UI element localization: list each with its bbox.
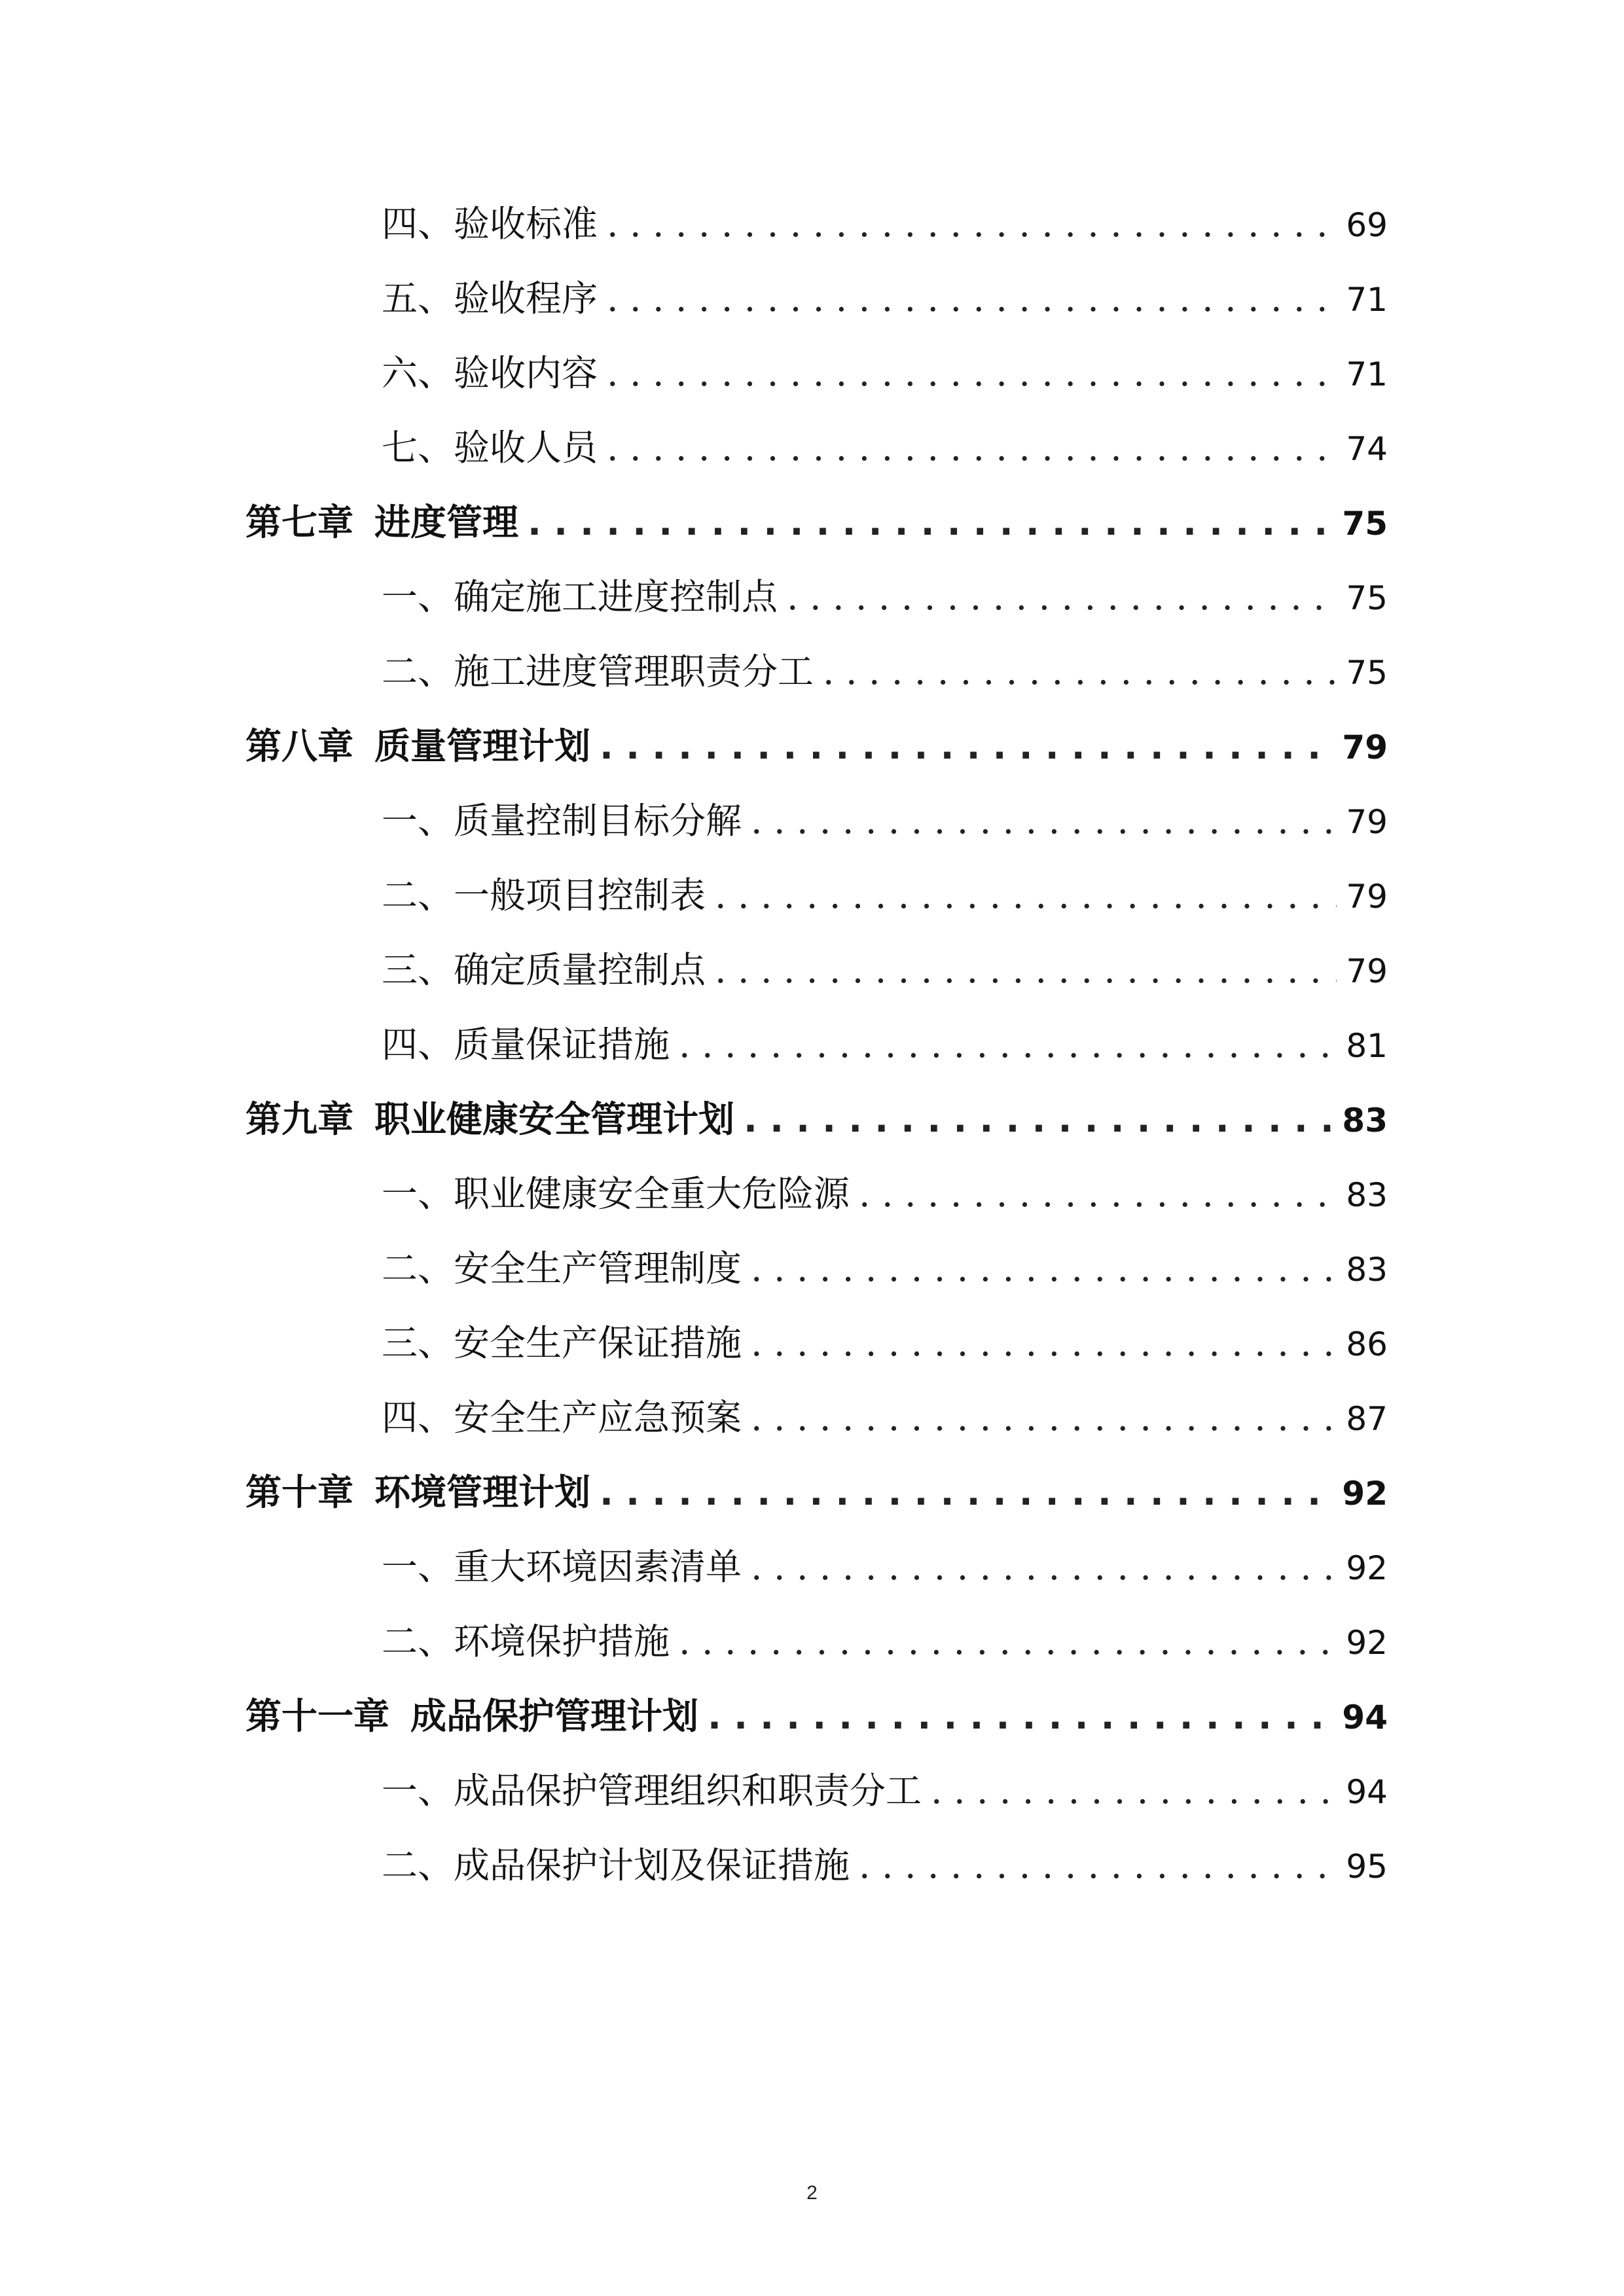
toc-chapter-entry[interactable] — [245, 709, 1388, 783]
toc-section-entry[interactable] — [245, 261, 1388, 336]
toc-page-number: 79 — [1346, 803, 1388, 841]
toc-section-entry[interactable] — [245, 1753, 1388, 1828]
toc-page-number: 92 — [1342, 1475, 1388, 1513]
toc-dot-leader — [751, 1231, 1337, 1306]
toc-page-number: 86 — [1346, 1325, 1388, 1363]
toc-dot-leader — [600, 709, 1333, 783]
toc-entry-text: 一、职业健康安全重大危险源 — [382, 1173, 850, 1215]
toc-entry-text: 二、环境保护措施 — [382, 1621, 670, 1662]
toc-entry-title — [382, 1828, 850, 1903]
toc-dot-leader — [679, 1604, 1337, 1679]
toc-section-entry[interactable] — [245, 560, 1388, 634]
toc-entry-text: 环境管理计划 — [374, 1471, 591, 1513]
toc-dot-leader — [607, 410, 1337, 485]
toc-page-number: 75 — [1346, 579, 1388, 617]
toc-chapter-number: 第七章 — [245, 501, 354, 543]
toc-entry-text: 三、安全生产保证措施 — [382, 1322, 742, 1364]
toc-entry-title — [382, 1380, 742, 1455]
toc-page-number: 74 — [1346, 430, 1388, 468]
toc-section-entry[interactable] — [245, 634, 1388, 709]
toc-entry-text: 六、验收内容 — [382, 352, 598, 394]
toc-entry-title — [382, 410, 598, 485]
toc-section-entry[interactable] — [245, 1157, 1388, 1231]
toc-entry-text: 四、安全生产应急预案 — [382, 1397, 742, 1439]
toc-page-number: 71 — [1346, 355, 1388, 393]
toc-entry-title — [245, 1679, 698, 1753]
toc-entry-title — [382, 560, 778, 634]
toc-entry-text: 一、确定施工进度控制点 — [382, 576, 778, 618]
toc-page-number: 94 — [1346, 1773, 1388, 1811]
toc-dot-leader — [708, 1679, 1333, 1753]
toc-page-number: 87 — [1346, 1400, 1388, 1438]
toc-entry-title — [245, 709, 590, 783]
toc-page-number: 71 — [1346, 281, 1388, 319]
toc-page-number: 83 — [1346, 1176, 1388, 1214]
toc-chapter-entry[interactable] — [245, 1455, 1388, 1530]
toc-section-entry[interactable] — [245, 783, 1388, 858]
toc-entry-text: 四、验收标准 — [382, 203, 598, 245]
toc-page-number: 83 — [1346, 1251, 1388, 1289]
toc-section-entry[interactable] — [245, 1231, 1388, 1306]
toc-entry-title — [382, 1753, 922, 1828]
toc-entry-text: 七、验收人员 — [382, 427, 598, 469]
page-number: 2 — [806, 2182, 818, 2204]
toc-entry-text: 二、一般项目控制表 — [382, 874, 706, 916]
toc-dot-leader — [823, 634, 1337, 709]
toc-dot-leader — [744, 1082, 1333, 1157]
toc-dot-leader — [715, 858, 1337, 933]
toc-entry-text: 进度管理 — [374, 501, 519, 543]
toc-entry-title — [382, 336, 598, 410]
toc-entry-title — [382, 933, 706, 1007]
toc-entry-text: 一、成品保护管理组织和职责分工 — [382, 1770, 922, 1812]
toc-entry-title — [382, 634, 814, 709]
toc-section-entry[interactable] — [245, 1007, 1388, 1082]
toc-dot-leader — [859, 1828, 1337, 1903]
toc-section-entry[interactable] — [245, 1828, 1388, 1903]
toc-entry-title — [382, 1306, 742, 1380]
toc-entry-text: 二、安全生产管理制度 — [382, 1247, 742, 1289]
toc-entry-title — [382, 187, 598, 261]
toc-entry-title — [382, 1530, 742, 1604]
table-of-contents — [245, 187, 1388, 1903]
toc-dot-leader — [607, 261, 1337, 336]
toc-chapter-entry[interactable] — [245, 485, 1388, 560]
toc-entry-title — [382, 261, 598, 336]
toc-entry-text: 一、重大环境因素清单 — [382, 1546, 742, 1588]
toc-entry-text: 一、质量控制目标分解 — [382, 800, 742, 842]
toc-section-entry[interactable] — [245, 410, 1388, 485]
toc-section-entry[interactable] — [245, 1306, 1388, 1380]
toc-dot-leader — [607, 336, 1337, 410]
toc-dot-leader — [600, 1455, 1333, 1530]
toc-section-entry[interactable] — [245, 336, 1388, 410]
toc-page-number: 81 — [1346, 1027, 1388, 1065]
toc-entry-text: 四、质量保证措施 — [382, 1024, 670, 1066]
toc-entry-title — [245, 1455, 590, 1530]
toc-entry-text: 三、确定质量控制点 — [382, 949, 706, 991]
toc-entry-text: 职业健康安全管理计划 — [374, 1098, 735, 1140]
toc-entry-title — [382, 783, 742, 858]
toc-entry-title — [245, 1082, 734, 1157]
toc-page-number: 92 — [1346, 1549, 1388, 1587]
toc-entry-title — [382, 1231, 742, 1306]
toc-chapter-number: 第十一章 — [245, 1695, 390, 1737]
toc-dot-leader — [751, 1306, 1337, 1380]
toc-page-number: 95 — [1346, 1848, 1388, 1886]
toc-chapter-number: 第十章 — [245, 1471, 354, 1513]
toc-page-number: 69 — [1346, 206, 1388, 244]
toc-page-number: 75 — [1342, 505, 1388, 543]
toc-entry-text: 二、施工进度管理职责分工 — [382, 651, 814, 692]
toc-dot-leader — [607, 187, 1337, 261]
toc-dot-leader — [859, 1157, 1337, 1231]
toc-entry-title — [382, 1007, 670, 1082]
toc-chapter-entry[interactable] — [245, 1082, 1388, 1157]
toc-page-number: 75 — [1346, 654, 1388, 692]
toc-page-number: 92 — [1346, 1624, 1388, 1662]
toc-page-number: 79 — [1346, 878, 1388, 916]
toc-section-entry[interactable] — [245, 1380, 1388, 1455]
toc-page-number: 79 — [1346, 952, 1388, 990]
toc-dot-leader — [787, 560, 1337, 634]
toc-dot-leader — [751, 1530, 1337, 1604]
toc-section-entry[interactable] — [245, 1604, 1388, 1679]
toc-dot-leader — [751, 1380, 1337, 1455]
toc-dot-leader — [528, 485, 1333, 560]
toc-entry-text: 成品保护管理计划 — [410, 1695, 699, 1737]
toc-page-number: 94 — [1342, 1698, 1388, 1736]
toc-section-entry[interactable] — [245, 933, 1388, 1007]
toc-section-entry[interactable] — [245, 187, 1388, 261]
toc-chapter-number: 第八章 — [245, 725, 354, 767]
toc-dot-leader — [751, 783, 1337, 858]
toc-page-number: 83 — [1342, 1102, 1388, 1139]
toc-page-number: 79 — [1342, 728, 1388, 766]
toc-entry-text: 五、验收程序 — [382, 278, 598, 319]
toc-entry-text: 二、成品保护计划及保证措施 — [382, 1844, 850, 1886]
toc-chapter-entry[interactable] — [245, 1679, 1388, 1753]
toc-dot-leader — [715, 933, 1337, 1007]
toc-entry-title — [382, 1157, 850, 1231]
toc-dot-leader — [931, 1753, 1337, 1828]
toc-entry-title — [382, 1604, 670, 1679]
toc-dot-leader — [679, 1007, 1337, 1082]
toc-entry-title — [382, 858, 706, 933]
toc-entry-text: 质量管理计划 — [374, 725, 591, 767]
toc-section-entry[interactable] — [245, 1530, 1388, 1604]
toc-chapter-number: 第九章 — [245, 1098, 354, 1140]
toc-entry-title — [245, 485, 518, 560]
toc-section-entry[interactable] — [245, 858, 1388, 933]
